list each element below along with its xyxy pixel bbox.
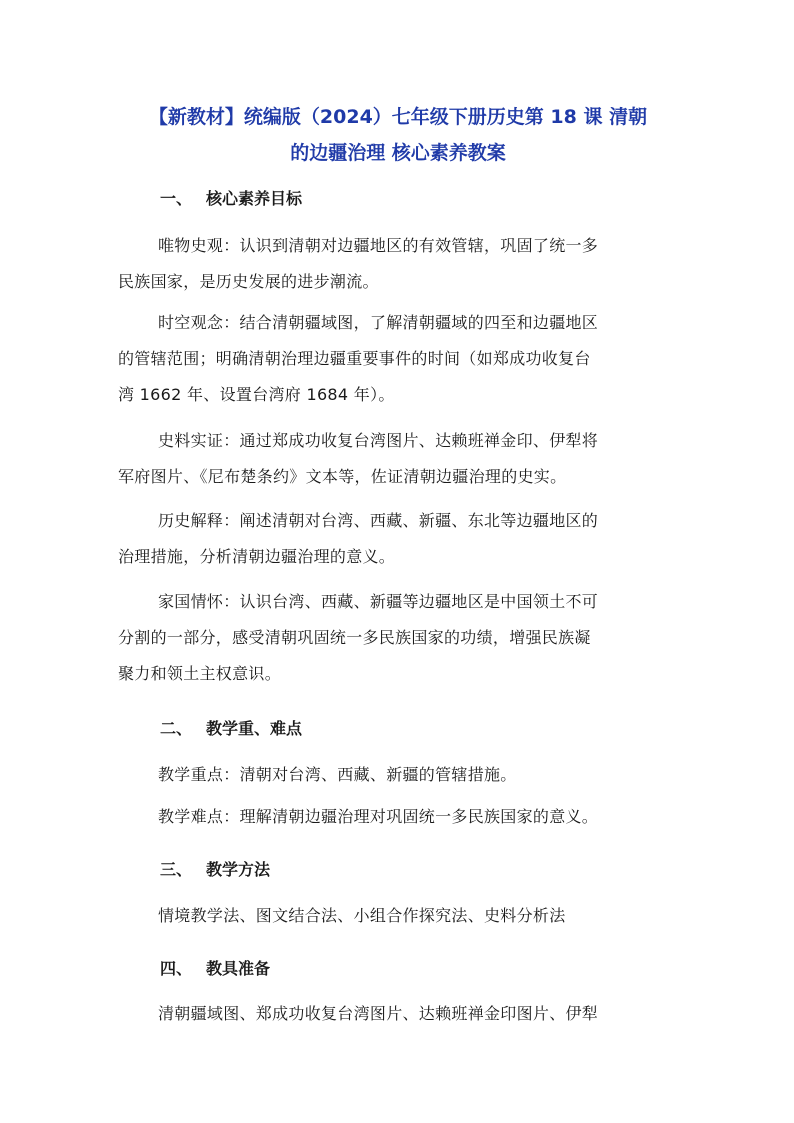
section-number: 四、 (160, 959, 193, 978)
text-line: 聚力和领土主权意识。 (118, 664, 282, 683)
text-line: 湾 1662 年、设置台湾府 1684 年）。 (118, 385, 395, 404)
goal-paragraph-materialism (118, 228, 678, 300)
text-line: 家国情怀：认识台湾、西藏、新疆等边疆地区是中国领土不可 (158, 592, 599, 611)
section-heading-methods (160, 859, 270, 881)
section-title: 教学方法 (206, 860, 271, 879)
key-points-text: 教学重点：清朝对台湾、西藏、新疆的管辖措施。 (158, 765, 517, 784)
document-title-line-1: 【新教材】统编版（2024）七年级下册历史第 18 课 清朝 (148, 106, 648, 128)
text-line: 史料实证：通过郑成功收复台湾图片、达赖班禅金印、伊犁将 (158, 431, 599, 450)
text-line: 分割的一部分，感受清朝巩固统一多民族国家的功绩，增强民族凝 (118, 628, 591, 647)
text-line: 的管辖范围；明确清朝治理边疆重要事件的时间（如郑成功收复台 (118, 349, 591, 368)
section-heading-goals (160, 188, 302, 210)
section-title: 教具准备 (206, 959, 271, 978)
text-line: 民族国家，是历史发展的进步潮流。 (118, 272, 379, 291)
goal-paragraph-interpretation (118, 503, 678, 575)
materials-text: 清朝疆域图、郑成功收复台湾图片、达赖班禅金印图片、伊犁 (158, 1004, 599, 1023)
text-line: 历史解释：阐述清朝对台湾、西藏、新疆、东北等边疆地区的 (158, 511, 599, 530)
goal-paragraph-patriotism (118, 584, 678, 692)
section-heading-materials (160, 958, 270, 980)
text-line: 军府图片、《尼布楚条约》文本等，佐证清朝边疆治理的史实。 (118, 467, 567, 486)
text-line: 治理措施，分析清朝边疆治理的意义。 (118, 547, 396, 566)
text-line: 唯物史观：认识到清朝对边疆地区的有效管辖，巩固了统一多 (158, 236, 599, 255)
document-title-line-2: 的边疆治理 核心素养教案 (290, 142, 506, 164)
section-number: 三、 (160, 860, 193, 879)
text-line: 时空观念：结合清朝疆域图，了解清朝疆域的四至和边疆地区 (158, 313, 599, 332)
methods-text: 情境教学法、图文结合法、小组合作探究法、史料分析法 (158, 906, 566, 925)
section-number: 二、 (160, 719, 193, 738)
goal-paragraph-spacetime (118, 305, 678, 413)
section-title: 核心素养目标 (206, 189, 303, 208)
section-number: 一、 (160, 189, 193, 208)
difficult-points-text: 教学难点：理解清朝边疆治理对巩固统一多民族国家的意义。 (158, 807, 599, 826)
section-heading-key-points (160, 718, 302, 740)
goal-paragraph-evidence (118, 423, 678, 495)
section-title: 教学重、难点 (206, 719, 303, 738)
